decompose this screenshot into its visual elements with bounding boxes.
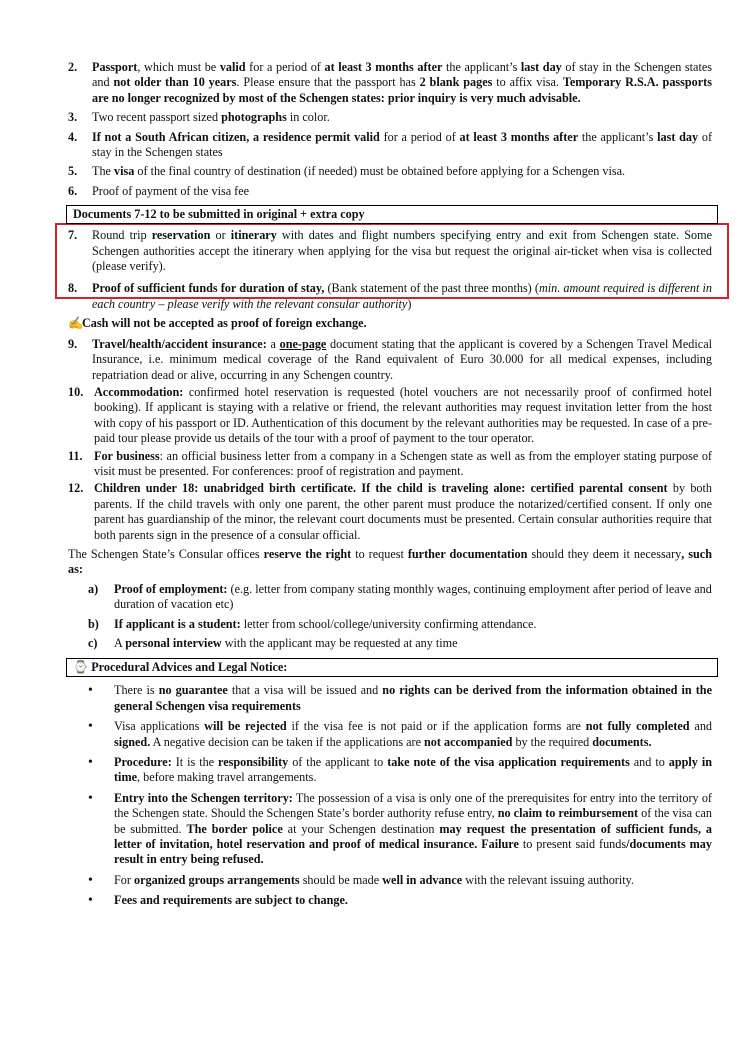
bullet-item: • Fees and requirements are subject to change. <box>88 893 348 909</box>
item-number: 3. <box>68 110 78 125</box>
list-item-7: 7. Round trip reservation or itinerary with dates and flight numbers specifying entry and exit from Schengen state. Some Schengen authorities accept the itinerary when applying for the visa but request the original air-ticket when visa is collected (please verify). <box>68 228 712 274</box>
bullet-item: • For organized groups arrangements should be made well in advance with the relevant issuing authority. <box>88 872 634 888</box>
list-item-3: 3. Two recent passport sized photographs in color. <box>68 110 330 125</box>
document-page <box>68 60 712 914</box>
item-number: 4. <box>68 129 78 144</box>
bullet-icon: • <box>88 893 93 909</box>
bullet-icon: • <box>88 872 93 888</box>
bullet-icon: • <box>88 719 93 735</box>
bullet-item: • Entry into the Schengen territory: The possession of a visa is only one of the prerequisites for entry into the territory of the Schengen state. Should the Schengen State’s border authority refuse entry, no claim to reimbursement of the visa can be submitted. The border police at your Schengen destination may request the presentation of sufficient funds, a letter of invitation, hotel reservation and proof of medical insurance. Failure to present said funds/documents may result in entry being refused. <box>88 790 713 867</box>
bullet-icon: • <box>88 755 93 771</box>
list-item-12: 12. Children under 18: unabridged birth certificate. If the child is traveling alone: certified parental consent by both parents. If the child travels with only one parent, the other parent must produce the notarized/certified consent. If only one parent has guardianship of the minor, the relevant court documents must be presented. Certain consular authorities require that both parents sign in the presence of a consular official. <box>68 481 713 542</box>
sub-item-b: b) If applicant is a student: letter from school/college/university confirming attendance. <box>88 616 537 631</box>
bullet-item: • There is no guarantee that a visa will be issued and no rights can be derived from the information obtained in the general Schengen visa requirements <box>88 683 712 713</box>
item-number: 10. <box>68 384 84 399</box>
sub-item-c: c) A personal interview with the applicant may be requested at any time <box>88 636 458 650</box>
list-item-2: 2. Passport, which must be valid for a period of at least 3 months after the applicant’s last day of stay in the Schengen states and not older than 10 years. Please ensure that the passport has 2 blank pages to affix visa. Temporary R.S.A. passports are no longer recognized by most of the Schengen states: prior inquiry is very much advisable. <box>68 60 712 105</box>
bullet-icon: • <box>88 683 93 699</box>
item-number: 6. <box>68 183 78 198</box>
bullet-item: • Visa applications will be rejected if the visa fee is not paid or if the application forms are not fully completed and signed. A negative decision can be taken if the applications are not accompanied by the required documents. <box>88 719 713 749</box>
list-item-8: 8. Proof of sufficient funds for duration of stay, (Bank statement of the past three months) (min. amount required is different in each country – please verify with the relevant consular authority) <box>68 281 712 311</box>
list-item-4: 4. If not a South African citizen, a residence permit valid for a period of at least 3 months after the applicant’s last day of stay in the Schengen states <box>68 129 713 160</box>
list-item-9: 9. Travel/health/accident insurance: a one-page document stating that the applicant is covered by a Schengen Travel Medical Insurance, i.e. minimum medical coverage of the Rand equivalent of Euro 30.000 for all medical expenses, including repatriation dead or alive, occurring in any Schengen country. <box>68 336 712 382</box>
clock-icon: ⌚ <box>73 660 89 675</box>
item-number: 2. <box>68 60 78 74</box>
item-number: 8. <box>68 281 78 296</box>
bullet-icon: • <box>88 790 93 806</box>
item-number: 7. <box>68 228 78 243</box>
writing-hand-icon: ✍ <box>68 316 84 331</box>
section-header-documents: Documents 7-12 to be submitted in original + extra copy <box>66 205 718 224</box>
list-item-10: 10. Accommodation: confirmed hotel reservation is requested (hotel vouchers are not necessarily proof of confirmed hotel booking). If applicant is staying with a relative or friend, the relevant authorities may request invitation letter from the host with copy of his passport or ID. Authentication of this document by the relevant authorities may be requested. In case of a pre-paid tour please provide us details of the tour with a proof of payment to the tour operator. <box>68 384 712 446</box>
list-item-11: 11. For business: an official business letter from a company in a Schengen state as well as from the employer stating purpose of visit must be presented. For conferences: proof of registration and payment. <box>68 448 712 478</box>
section-header-procedural: ⌚ Procedural Advices and Legal Notice: <box>66 658 718 677</box>
reserve-right-paragraph: The Schengen State’s Consular offices reserve the right to request further documentation should they deem it necessary, such as: <box>68 546 712 577</box>
item-number: 9. <box>68 336 78 351</box>
item-number: 5. <box>68 164 78 179</box>
item-number: 12. <box>68 481 84 496</box>
item-number: 11. <box>68 448 83 463</box>
list-item-5: 5. The visa of the final country of destination (if needed) must be obtained before applying for a Schengen visa. <box>68 164 626 179</box>
list-item-6: 6. Proof of payment of the visa fee <box>68 183 250 198</box>
sub-item-a: a) Proof of employment: (e.g. letter from company stating monthly wages, continuing employment after period of leave and duration of vacation etc) <box>88 581 712 612</box>
bullet-item: • Procedure: It is the responsibility of the applicant to take note of the visa application requirements and to apply in time, before making travel arrangements. <box>88 755 713 785</box>
cash-note: ✍ Cash will not be accepted as proof of foreign exchange. <box>68 316 367 331</box>
